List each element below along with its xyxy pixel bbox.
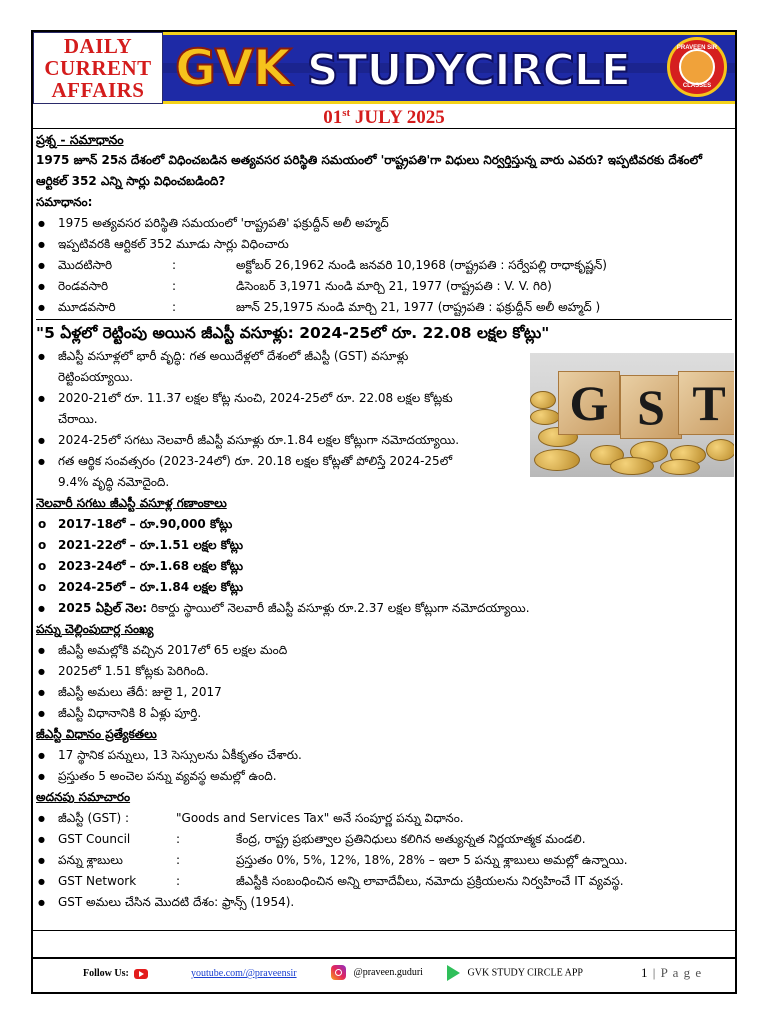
seal-top-text: PRAVEEN SIR [676, 45, 718, 51]
qa-time-row: ● మొదటిసారి : అక్టోబర్ 26,1962 నుండి జనవరి 10,1968 (రాష్ట్రపతి : సర్వేపల్లి రాధాకృష్ణన్) [36, 255, 732, 276]
qa-answer: ● ఇప్పటివరకి ఆర్టికల్ 352 మూడు సార్లు విధించారు [36, 234, 732, 255]
features-heading: జీఎస్టీ విధానం ప్రత్యేకతలు [36, 727, 157, 741]
gst-point-cont: 9.4% వృద్ధి నమోదైంది. [58, 475, 170, 489]
qa-answer-label: సమాధానం: [36, 195, 93, 209]
instagram-icon[interactable] [331, 965, 346, 980]
feature-item: ● 17 స్థానిక పన్నులు, 13 సెస్సులను ఏకీకృతం చేశారు. [36, 745, 732, 766]
gst-point: ● జీఎస్టీ వసూళ్లలో భారీ వృద్ధి: గత అయిదేళ్లలో దేశంలో జీఎస్టీ (GST) వసూళ్లు [36, 346, 732, 367]
gst-point: ● 2020-21లో రూ. 11.37 లక్షల కోట్ల నుంచి, 2024-25లో రూ. 22.08 లక్షల కోట్లకు [36, 388, 732, 409]
gst-point-cont: రెట్టింపయ్యాయి. [58, 370, 134, 384]
daily-label: DAILY [63, 34, 133, 58]
brand-gvk: GVK [175, 39, 291, 97]
affairs-label: AFFAIRS [51, 78, 145, 102]
info-row: ● GST Network : జీఎస్టీకి సంబంధించిన అన్ని లావాదేవీలు, నమోదు ప్రక్రియలను నిర్వహించే IT వ్యవస్థ. [36, 871, 732, 892]
brand-logo-text [175, 37, 630, 102]
page-header [33, 32, 735, 104]
current-label: CURRENT [44, 56, 152, 80]
gst-cube-s: S [620, 375, 682, 439]
avg-collection-item: o 2021-22లో – రూ.1.51 లక్షల కోట్లు [36, 535, 732, 556]
feature-item: ● ప్రస్తుతం 5 అంచెల పన్ను వ్యవస్థ అమల్లో ఉంది. [36, 766, 732, 787]
qa-time-row: ● మూడవసారి : జూన్ 25,1975 నుండి మార్చి 21, 1977 (రాష్ట్రపతి : ఫక్రుద్దీన్ అలీ అహ్మద్ ) [36, 297, 732, 318]
gst-cube-g: G [558, 371, 620, 435]
page-number: 1 | P a g e [641, 965, 703, 980]
gst-cube-t: T [678, 371, 734, 435]
avg-collection-item: o 2023-24లో – రూ.1.68 లక్షల కోట్లు [36, 556, 732, 577]
google-play-icon[interactable] [447, 965, 460, 981]
taxpayers-heading: పన్ను చెల్లింపుదార్ల సంఖ్య [36, 622, 154, 636]
brand-banner [163, 32, 735, 104]
gst-article-title: "5 ఏళ్లలో రెట్టింపు అయిన జీఎస్టీ వసూళ్లు: 2024-25లో రూ. 22.08 లక్షల కోట్లు" [36, 324, 550, 342]
gst-point: ● 2024-25లో సగటు నెలవారీ జీఎస్టీ వసూళ్లు రూ.1.84 లక్షల కోట్లుగా నమోదయ్యాయి. [36, 430, 732, 451]
avg-collection-item: o 2024-25లో – రూ.1.84 లక్షల కోట్లు [36, 577, 732, 598]
praveen-sir-classes-seal-icon [667, 37, 727, 97]
avg-collections-heading: నెలవారీ సగటు జీఎస్టీ వసూళ్ల గణాంకాలు [36, 496, 227, 510]
gst-point-cont: చేరాయి. [58, 412, 98, 426]
april-record: ● 2025 ఏప్రిల్ నెల: రికార్డు స్థాయిలో నెలవారీ జీఎస్టీ వసూళ్లు రూ.2.37 లక్షల కోట్లుగా నమోదయ్యాయి. [36, 598, 732, 619]
gst-blocks-image [530, 353, 734, 477]
youtube-link[interactable]: youtube.com/@praveensir [191, 968, 297, 979]
qa-time-row: ● రెండవసారి : డిసెంబర్ 3,1971 నుండి మార్చి 21, 1977 (రాష్ట్రపతి : V. V. గిరి) [36, 276, 732, 297]
page-footer [33, 962, 735, 988]
youtube-icon[interactable] [134, 969, 148, 979]
qa-heading: ప్రశ్న - సమాధానం [36, 132, 124, 147]
instagram-link[interactable]: @praveen.guduri [331, 965, 423, 980]
gst-point: ● గత ఆర్థిక సంవత్సరం (2023-24లో) రూ. 20.18 లక్షల కోట్లతో పోలిస్తే 2024-25లో [36, 451, 732, 472]
main-content [36, 129, 732, 913]
additional-info-heading: అదనపు సమాచారం [36, 790, 131, 804]
daily-current-affairs-badge [33, 32, 163, 104]
qa-question: 1975 జూన్ 25న దేశంలో విధించబడిన అత్యవసర పరిస్థితి సమయంలో 'రాష్ట్రపతి'గా విధులు నిర్వర్తిస్తున్న వారు ఎవరు? ఇప్పటివరకు దేశంలో [36, 153, 702, 167]
follow-us-label: Follow Us: [83, 968, 148, 979]
avg-collection-item: o 2017-18లో – రూ.90,000 కోట్లు [36, 514, 732, 535]
taxpayer-item: ● జీఎస్టీ విధానానికి 8 ఏళ్లు పూర్తి. [36, 703, 732, 724]
app-link[interactable]: GVK STUDY CIRCLE APP [447, 965, 583, 981]
brand-studycircle: STUDYCIRCLE [306, 45, 630, 96]
info-row: ● జీఎస్టీ (GST) : "Goods and Services Tax" అనే సంపూర్ణ పన్ను విధానం. [36, 808, 732, 829]
info-row: ● పన్ను శ్లాబులు : ప్రస్తుతం 0%, 5%, 12%, 18%, 28% – ఇలా 5 పన్ను శ్లాబులు అమల్లో ఉన్నాయి. [36, 850, 732, 871]
footer-divider [33, 957, 735, 959]
taxpayer-item: ● జీఎస్టీ అమలు తేదీ: జులై 1, 2017 [36, 682, 732, 703]
info-row: ● GST Council : కేంద్ర, రాష్ట్ర ప్రభుత్వాల ప్రతినిధులు కలిగిన అత్యున్నత నిర్ణయాత్మక మండలి. [36, 829, 732, 850]
seal-bottom-text: CLASSES [682, 83, 712, 89]
taxpayer-item: ● 2025లో 1.51 కోట్లకు పెరిగింది. [36, 661, 732, 682]
taxpayer-item: ● జీఎస్టీ అమల్లోకి వచ్చిన 2017లో 65 లక్షల మంది [36, 640, 732, 661]
issue-date: 01st JULY 2025 [323, 107, 445, 128]
qa-question-cont: ఆర్టికల్ 352 ఎన్ని సార్లు విధించబడింది? [36, 174, 226, 188]
qa-answer: ● 1975 అత్యవసర పరిస్థితి సమయంలో 'రాష్ట్రపతి' ఫక్రుద్దీన్ అలీ అహ్మద్ [36, 213, 732, 234]
footer-divider [33, 930, 735, 931]
first-country-fact: ● GST అమలు చేసిన మొదటి దేశం: ఫ్రాన్స్ (1954). [36, 892, 732, 913]
